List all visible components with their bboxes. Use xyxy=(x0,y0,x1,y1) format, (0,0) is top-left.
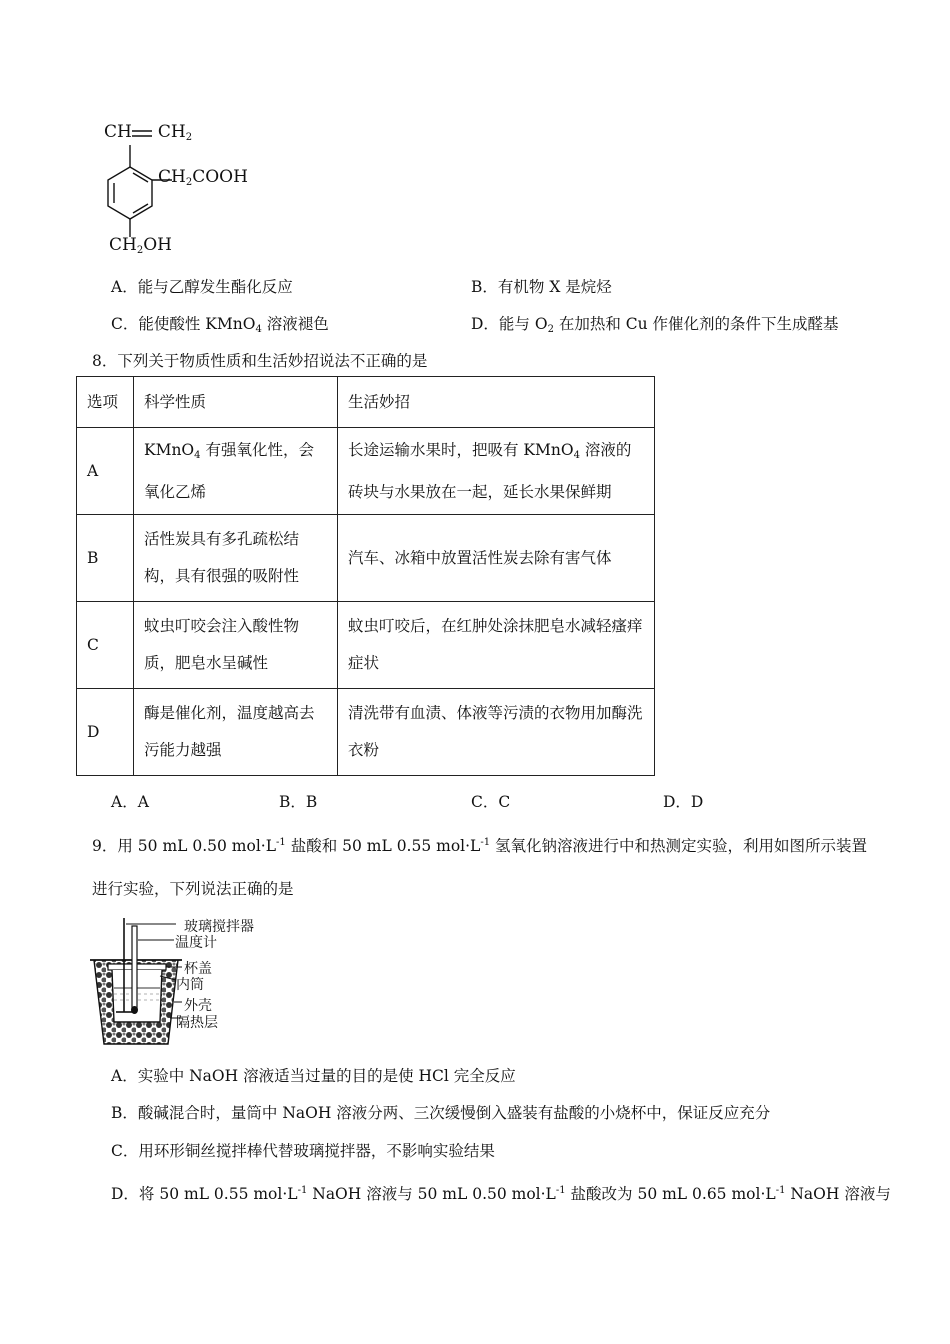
table-row xyxy=(77,515,655,602)
q8-option-c: C．C xyxy=(471,793,511,811)
table-row xyxy=(77,428,655,515)
row-option: C xyxy=(77,602,134,689)
label-cup-cover: 杯盖 xyxy=(184,961,212,977)
q8-table xyxy=(76,376,655,776)
header-option: 选项 xyxy=(77,377,134,428)
row-tip: 汽车、冰箱中放置活性炭去除有害气体 xyxy=(338,515,655,602)
side-chain-ch2oh: $CH_2OH$ xyxy=(109,235,172,256)
row-science: 活性炭具有多孔疏松结构，具有很强的吸附性 xyxy=(134,515,338,602)
table-header-row xyxy=(77,377,655,428)
header-tip: 生活妙招 xyxy=(338,377,655,428)
q8-stem: 8．下列关于物质性质和生活妙招说法不正确的是 xyxy=(92,352,428,370)
row-tip: 长途运输水果时，把吸有 KMnO$_4$ 溶液的砖块与水果放在一起，延长水果保鲜期 xyxy=(338,428,655,515)
row-option: A xyxy=(77,428,134,515)
q8-option-d: D．D xyxy=(663,793,704,811)
row-science: 酶是催化剂，温度越高去污能力越强 xyxy=(134,689,338,776)
q7-option-b: B．有机物 X 是烷烃 xyxy=(471,278,612,296)
row-tip: 清洗带有血渍、体液等污渍的衣物用加酶洗衣粉 xyxy=(338,689,655,776)
row-option: B xyxy=(77,515,134,602)
side-chain-ch2cooh: $CH_2COOH$ xyxy=(158,167,248,188)
q8-option-a: A．A xyxy=(111,793,149,811)
q7-option-a: A．能与乙醇发生酯化反应 xyxy=(111,278,293,296)
q7-option-c: C．能使酸性 KMnO$_4$ 溶液褪色 xyxy=(111,315,329,335)
label-insulation-layer: 隔热层 xyxy=(176,1015,218,1031)
label-inner-cylinder: 内筒 xyxy=(176,977,204,993)
label-outer-shell: 外壳 xyxy=(184,998,212,1014)
q9-stem-line1: 9．用 50 mL 0.50 $mol\cdot L^{-1}$ 盐酸和 50 mL 0.55 $mol\cdot L^{-1}$ 氢氧化钠溶液进行中和热测定实验，利用如图所示装置 xyxy=(92,837,868,855)
row-option: D xyxy=(77,689,134,776)
table-row xyxy=(77,602,655,689)
q9-stem-line2: 进行实验，下列说法正确的是 xyxy=(92,880,294,898)
row-tip: 蚊虫叮咬后，在红肿处涂抹肥皂水减轻瘙痒症状 xyxy=(338,602,655,689)
q9-option-b: B．酸碱混合时，量筒中 NaOH 溶液分两、三次缓慢倒入盛装有盐酸的小烧杯中，保证反应充分 xyxy=(111,1104,771,1122)
header-science: 科学性质 xyxy=(134,377,338,428)
q8-option-b: B．B xyxy=(279,793,318,811)
row-science: 蚊虫叮咬会注入酸性物质，肥皂水呈碱性 xyxy=(134,602,338,689)
row-science: KMnO$_4$ 有强氧化性，会氧化乙烯 xyxy=(134,428,338,515)
q9-option-c: C．用环形铜丝搅拌棒代替玻璃搅拌器，不影响实验结果 xyxy=(111,1142,495,1160)
q9-option-d: D．将 50 mL 0.55 $mol\cdot L^{-1}$ NaOH 溶液与 50 mL 0.50 $mol\cdot L^{-1}$ 盐酸改为 50 mL 0.65 $mol\cdot L^{-1}$ NaOH 溶液与 xyxy=(111,1185,891,1203)
table-row xyxy=(77,689,655,776)
label-glass-stirrer: 玻璃搅拌器 xyxy=(184,919,254,935)
q7-option-d: D．能与 $O_2$ 在加热和 Cu 作催化剂的条件下生成醛基 xyxy=(471,315,839,335)
label-thermometer: 温度计 xyxy=(175,935,217,951)
q9-option-a: A．实验中 NaOH 溶液适当过量的目的是使 HCl 完全反应 xyxy=(111,1067,516,1085)
vinyl-group: CH $CH_2$ xyxy=(104,122,193,143)
